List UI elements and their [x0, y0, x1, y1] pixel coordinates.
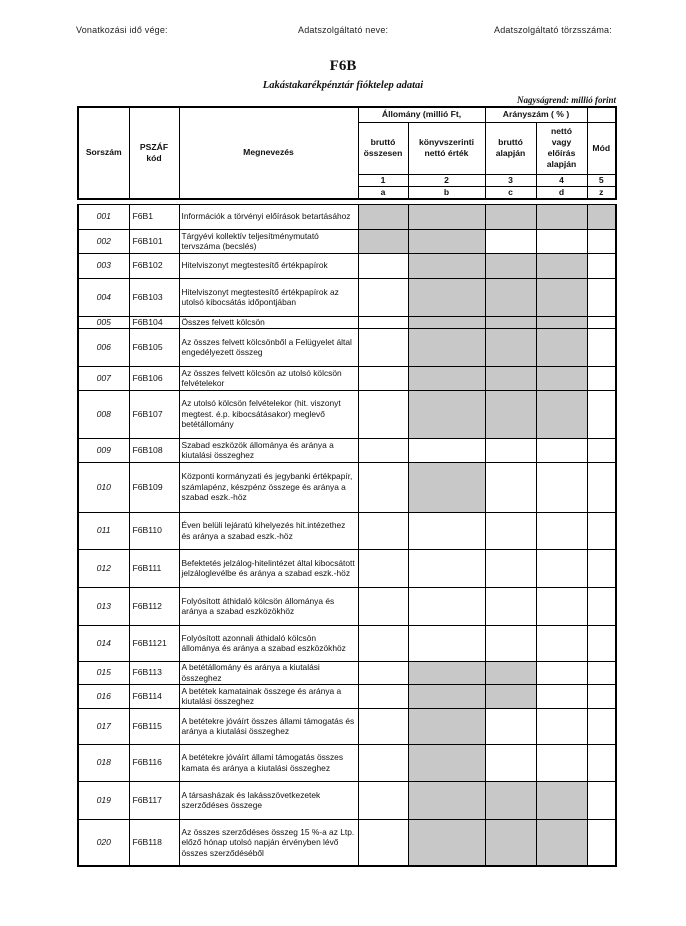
row-pszaf-code: F6B116 [129, 744, 179, 781]
row-pszaf-code: F6B106 [129, 366, 179, 390]
row-pszaf-code: F6B104 [129, 316, 179, 328]
cell-konyvszerinti-netto[interactable] [408, 366, 485, 390]
row-pszaf-code: F6B109 [129, 462, 179, 512]
cell-netto-eloiras[interactable] [536, 781, 587, 819]
row-pszaf-code: F6B103 [129, 278, 179, 316]
row-number: 009 [78, 438, 129, 462]
cell-brutto-alapjan[interactable] [485, 316, 536, 328]
cell-brutto-alapjan[interactable] [485, 229, 536, 253]
row-pszaf-code: F6B1121 [129, 625, 179, 661]
table-row [78, 390, 616, 438]
row-pszaf-code: F6B108 [129, 438, 179, 462]
cell-netto-eloiras[interactable] [536, 661, 587, 684]
table-row [78, 549, 616, 587]
row-number: 011 [78, 512, 129, 549]
col-header-mod: Mód [587, 122, 616, 174]
table-row [78, 229, 616, 253]
row-description: Folyósított áthidaló kölcsön állománya és aránya a szabad eszközökhöz [179, 587, 358, 625]
cell-netto-eloiras[interactable] [536, 587, 587, 625]
row-number: 020 [78, 819, 129, 866]
cell-netto-eloiras[interactable] [536, 462, 587, 512]
header-row-groups [78, 107, 616, 122]
cell-konyvszerinti-netto[interactable] [408, 549, 485, 587]
row-description: Az összes felvett kölcsön az utolsó kölcsön felvételekor [179, 366, 358, 390]
cell-brutto-alapjan[interactable] [485, 708, 536, 744]
table-row [78, 278, 616, 316]
cell-konyvszerinti-netto[interactable] [408, 278, 485, 316]
col-letter-c: c [485, 186, 536, 199]
table-row [78, 316, 616, 328]
provider-name-label: Adatszolgáltató neve: [298, 25, 389, 35]
cell-netto-eloiras[interactable] [536, 278, 587, 316]
cell-mod[interactable] [587, 744, 616, 781]
col-header-konyvszerinti: könyvszerinti nettó érték [408, 122, 485, 174]
row-number: 006 [78, 328, 129, 366]
row-pszaf-code: F6B111 [129, 549, 179, 587]
cell-brutto-osszesen[interactable] [358, 512, 408, 549]
unit-note: Nagyságrend: millió forint [516, 95, 616, 105]
cell-mod[interactable] [587, 661, 616, 684]
row-description: Hitelviszonyt megtestesítő értékpapírok az utolsó kibocsátás időpontjában [179, 278, 358, 316]
row-number: 017 [78, 708, 129, 744]
table-row [78, 744, 616, 781]
cell-netto-eloiras[interactable] [536, 819, 587, 866]
row-description: Központi kormányzati és jegybanki értékpapír, számlapénz, készpénz összege és aránya a szabad eszk.-höz [179, 462, 358, 512]
row-description: Az összes felvett kölcsönből a Felügyelet által engedélyezett összeg [179, 328, 358, 366]
cell-konyvszerinti-netto[interactable] [408, 316, 485, 328]
form-subtitle: Lakástakarékpénztár fióktelep adatai [262, 80, 424, 91]
cell-brutto-osszesen[interactable] [358, 278, 408, 316]
cell-mod[interactable] [587, 549, 616, 587]
cell-brutto-osszesen[interactable] [358, 819, 408, 866]
cell-netto-eloiras[interactable] [536, 438, 587, 462]
row-pszaf-code: F6B112 [129, 587, 179, 625]
row-number: 012 [78, 549, 129, 587]
cell-brutto-osszesen[interactable] [358, 587, 408, 625]
table-row [78, 819, 616, 866]
cell-mod[interactable] [587, 708, 616, 744]
cell-konyvszerinti-netto[interactable] [408, 390, 485, 438]
cell-brutto-alapjan[interactable] [485, 366, 536, 390]
cell-brutto-alapjan[interactable] [485, 625, 536, 661]
row-number: 003 [78, 253, 129, 278]
row-number: 007 [78, 366, 129, 390]
cell-konyvszerinti-netto[interactable] [408, 438, 485, 462]
row-number: 013 [78, 587, 129, 625]
row-number: 014 [78, 625, 129, 661]
group-header-empty [587, 107, 616, 122]
cell-mod[interactable] [587, 781, 616, 819]
cell-brutto-osszesen[interactable] [358, 708, 408, 744]
cell-brutto-alapjan[interactable] [485, 587, 536, 625]
cell-konyvszerinti-netto[interactable] [408, 744, 485, 781]
row-description: Az utolsó kölcsön felvételekor (hit. viszonyt megtest. é.p. kibocsátásakor) meglevő betétállomány [179, 390, 358, 438]
cell-konyvszerinti-netto[interactable] [408, 462, 485, 512]
cell-brutto-alapjan[interactable] [485, 661, 536, 684]
row-description: Az összes szerződéses összeg 15 %-a az Ltp. előző hónap utolsó napján érvényben lévő összes szerződéséből [179, 819, 358, 866]
group-header-allomany: Állomány (millió Ft, [358, 107, 485, 122]
cell-brutto-alapjan[interactable] [485, 438, 536, 462]
cell-netto-eloiras[interactable] [536, 684, 587, 708]
col-num-4: 4 [536, 174, 587, 186]
cell-netto-eloiras[interactable] [536, 366, 587, 390]
table-row [78, 253, 616, 278]
col-num-5: 5 [587, 174, 616, 186]
cell-brutto-osszesen[interactable] [358, 661, 408, 684]
cell-konyvszerinti-netto[interactable] [408, 587, 485, 625]
cell-brutto-osszesen[interactable] [358, 316, 408, 328]
cell-konyvszerinti-netto[interactable] [408, 512, 485, 549]
cell-mod[interactable] [587, 253, 616, 278]
row-pszaf-code: F6B118 [129, 819, 179, 866]
cell-konyvszerinti-netto[interactable] [408, 819, 485, 866]
cell-brutto-osszesen[interactable] [358, 390, 408, 438]
cell-brutto-osszesen[interactable] [358, 438, 408, 462]
cell-brutto-alapjan[interactable] [485, 512, 536, 549]
cell-mod[interactable] [587, 316, 616, 328]
row-number: 010 [78, 462, 129, 512]
table-row [78, 684, 616, 708]
cell-netto-eloiras[interactable] [536, 316, 587, 328]
col-header-brutto-alapjan: bruttó alapján [485, 122, 536, 174]
col-header-pszaf: PSZÁF kód [129, 107, 179, 199]
row-number: 008 [78, 390, 129, 438]
group-header-aranyszam: Arányszám ( % ) [485, 107, 587, 122]
row-number: 018 [78, 744, 129, 781]
row-pszaf-code: F6B115 [129, 708, 179, 744]
cell-konyvszerinti-netto[interactable] [408, 328, 485, 366]
cell-mod[interactable] [587, 625, 616, 661]
cell-netto-eloiras[interactable] [536, 204, 587, 229]
cell-mod[interactable] [587, 684, 616, 708]
row-description: Összes felvett kölcsön [179, 316, 358, 328]
cell-brutto-osszesen[interactable] [358, 462, 408, 512]
cell-konyvszerinti-netto[interactable] [408, 204, 485, 229]
col-header-netto-eloiras: nettó vagy előírás alapján [536, 122, 587, 174]
row-pszaf-code: F6B114 [129, 684, 179, 708]
row-number: 015 [78, 661, 129, 684]
row-description: Folyósított azonnali áthidaló kölcsön állománya és aránya a szabad eszközökhöz [179, 625, 358, 661]
table-row [78, 462, 616, 512]
row-pszaf-code: F6B113 [129, 661, 179, 684]
cell-brutto-alapjan[interactable] [485, 390, 536, 438]
row-number: 001 [78, 204, 129, 229]
row-description: A betétekre jóváírt összes állami támogatás és aránya a kiutalási összeghez [179, 708, 358, 744]
cell-brutto-alapjan[interactable] [485, 781, 536, 819]
col-letter-d: d [536, 186, 587, 199]
cell-netto-eloiras[interactable] [536, 328, 587, 366]
cell-konyvszerinti-netto[interactable] [408, 781, 485, 819]
cell-brutto-alapjan[interactable] [485, 744, 536, 781]
table-row [78, 661, 616, 684]
cell-brutto-osszesen[interactable] [358, 684, 408, 708]
col-header-sorszam: Sorszám [78, 107, 129, 199]
col-num-1: 1 [358, 174, 408, 186]
cell-brutto-alapjan[interactable] [485, 462, 536, 512]
col-letter-z: z [587, 186, 616, 199]
cell-brutto-alapjan[interactable] [485, 204, 536, 229]
row-pszaf-code: F6B105 [129, 328, 179, 366]
cell-brutto-osszesen[interactable] [358, 781, 408, 819]
cell-netto-eloiras[interactable] [536, 253, 587, 278]
cell-brutto-osszesen[interactable] [358, 549, 408, 587]
col-num-3: 3 [485, 174, 536, 186]
col-header-name: Megnevezés [179, 107, 358, 199]
cell-konyvszerinti-netto[interactable] [408, 253, 485, 278]
cell-brutto-osszesen[interactable] [358, 366, 408, 390]
row-description: Tárgyévi kollektív teljesítménymutató tervszáma (becslés) [179, 229, 358, 253]
period-label: Vonatkozási idő vége: [76, 25, 168, 35]
cell-netto-eloiras[interactable] [536, 744, 587, 781]
cell-mod[interactable] [587, 204, 616, 229]
cell-mod[interactable] [587, 278, 616, 316]
table-row [78, 438, 616, 462]
cell-brutto-osszesen[interactable] [358, 744, 408, 781]
row-description: A betétekre jóváírt állami támogatás összes kamata és aránya a kiutalási összeghez [179, 744, 358, 781]
row-number: 005 [78, 316, 129, 328]
row-description: Éven belüli lejáratú kihelyezés hit.intézethez és aránya a szabad eszk.-höz [179, 512, 358, 549]
row-description: A betétállomány és aránya a kiutalási összeghez [179, 661, 358, 684]
col-letter-a: a [358, 186, 408, 199]
row-description: A betétek kamatainak összege és aránya a kiutalási összeghez [179, 684, 358, 708]
row-number: 016 [78, 684, 129, 708]
row-number: 002 [78, 229, 129, 253]
cell-brutto-osszesen[interactable] [358, 204, 408, 229]
cell-konyvszerinti-netto[interactable] [408, 229, 485, 253]
row-pszaf-code: F6B107 [129, 390, 179, 438]
row-description: Hitelviszonyt megtestesítő értékpapírok [179, 253, 358, 278]
provider-id-label: Adatszolgáltató törzsszáma: [494, 25, 612, 35]
cell-brutto-alapjan[interactable] [485, 819, 536, 866]
cell-konyvszerinti-netto[interactable] [408, 708, 485, 744]
cell-netto-eloiras[interactable] [536, 708, 587, 744]
cell-mod[interactable] [587, 587, 616, 625]
table-row [78, 366, 616, 390]
cell-konyvszerinti-netto[interactable] [408, 684, 485, 708]
cell-netto-eloiras[interactable] [536, 390, 587, 438]
table-row [78, 781, 616, 819]
cell-mod[interactable] [587, 438, 616, 462]
cell-konyvszerinti-netto[interactable] [408, 661, 485, 684]
cell-konyvszerinti-netto[interactable] [408, 625, 485, 661]
cell-netto-eloiras[interactable] [536, 625, 587, 661]
cell-brutto-alapjan[interactable] [485, 278, 536, 316]
cell-mod[interactable] [587, 819, 616, 866]
row-pszaf-code: F6B101 [129, 229, 179, 253]
form-code: F6B [329, 58, 357, 74]
col-num-2: 2 [408, 174, 485, 186]
cell-netto-eloiras[interactable] [536, 549, 587, 587]
cell-netto-eloiras[interactable] [536, 229, 587, 253]
table-row [78, 204, 616, 229]
cell-brutto-alapjan[interactable] [485, 253, 536, 278]
cell-brutto-osszesen[interactable] [358, 229, 408, 253]
row-pszaf-code: F6B102 [129, 253, 179, 278]
data-table [77, 106, 617, 867]
cell-mod[interactable] [587, 229, 616, 253]
row-number: 019 [78, 781, 129, 819]
table-row [78, 708, 616, 744]
table-row [78, 587, 616, 625]
col-header-brutto-osszesen: bruttó összesen [358, 122, 408, 174]
row-description: A társasházak és lakásszövetkezetek szerződéses összege [179, 781, 358, 819]
table-row [78, 625, 616, 661]
cell-mod[interactable] [587, 366, 616, 390]
row-pszaf-code: F6B117 [129, 781, 179, 819]
table-row [78, 328, 616, 366]
cell-brutto-alapjan[interactable] [485, 549, 536, 587]
cell-brutto-alapjan[interactable] [485, 328, 536, 366]
cell-brutto-alapjan[interactable] [485, 684, 536, 708]
cell-brutto-osszesen[interactable] [358, 625, 408, 661]
col-letter-b: b [408, 186, 485, 199]
row-description: Szabad eszközök állománya és aránya a kiutalási összeghez [179, 438, 358, 462]
row-number: 004 [78, 278, 129, 316]
cell-brutto-osszesen[interactable] [358, 253, 408, 278]
cell-mod[interactable] [587, 462, 616, 512]
cell-mod[interactable] [587, 512, 616, 549]
row-description: Információk a törvényi előírások betartásához [179, 204, 358, 229]
cell-netto-eloiras[interactable] [536, 512, 587, 549]
row-description: Befektetés jelzálog-hitelintézet által kibocsátott jelzáloglevélbe és aránya a szabad eszk.-höz [179, 549, 358, 587]
cell-brutto-osszesen[interactable] [358, 328, 408, 366]
cell-mod[interactable] [587, 390, 616, 438]
table-row [78, 512, 616, 549]
table-body [78, 204, 616, 866]
row-pszaf-code: F6B110 [129, 512, 179, 549]
row-pszaf-code: F6B1 [129, 204, 179, 229]
cell-mod[interactable] [587, 328, 616, 366]
